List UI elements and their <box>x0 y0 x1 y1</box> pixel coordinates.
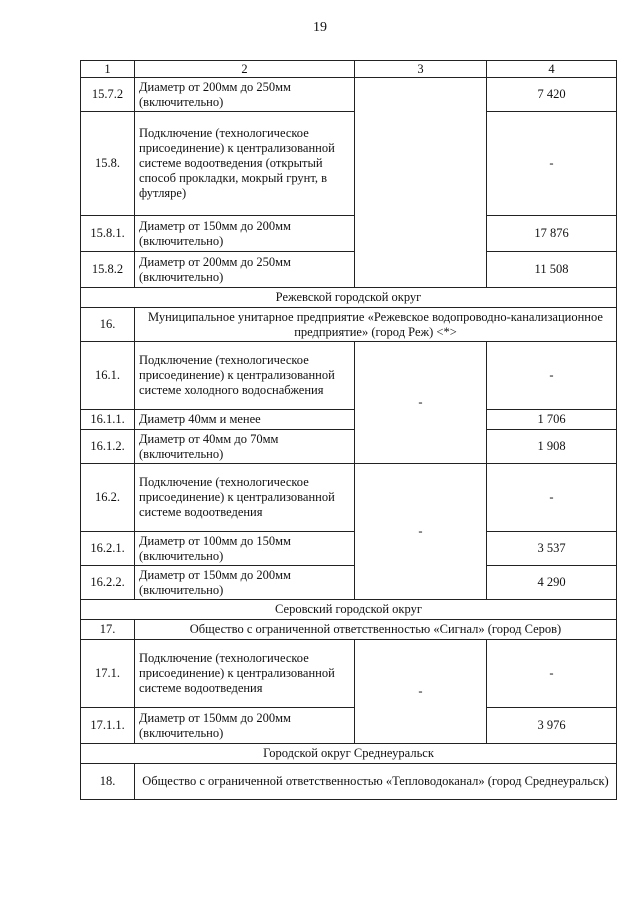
tariff-table <box>80 60 617 800</box>
table-row <box>81 640 617 708</box>
table-row <box>81 410 617 430</box>
row-number: 16.1.1. <box>81 410 135 430</box>
row-description: Диаметр от 200мм до 250мм (включительно) <box>135 78 355 112</box>
header-col-3: 3 <box>355 61 487 78</box>
region-row <box>81 600 617 620</box>
row-description: Диаметр от 200мм до 250мм (включительно) <box>135 252 355 288</box>
row-number: 15.8. <box>81 112 135 216</box>
row-col3-empty <box>355 78 487 288</box>
header-col-1: 1 <box>81 61 135 78</box>
row-description: Диаметр от 150мм до 200мм (включительно) <box>135 566 355 600</box>
row-number: 16.2. <box>81 464 135 532</box>
row-value: 11 508 <box>487 252 617 288</box>
org-name: Общество с ограниченной ответственностью «Сигнал» (город Серов) <box>135 620 617 640</box>
org-number: 16. <box>81 308 135 342</box>
row-description: Диаметр от 40мм до 70мм (включительно) <box>135 430 355 464</box>
row-description: Диаметр от 100мм до 150мм (включительно) <box>135 532 355 566</box>
row-description: Диаметр от 150мм до 200мм (включительно) <box>135 708 355 744</box>
region-row <box>81 288 617 308</box>
row-description: Подключение (технологическое присоединение) к централизованной системе водоотведения <box>135 640 355 708</box>
organization-row <box>81 620 617 640</box>
row-value: 17 876 <box>487 216 617 252</box>
row-value: - <box>487 640 617 708</box>
row-value: 1 706 <box>487 410 617 430</box>
row-col3-dash: - <box>355 640 487 744</box>
row-description: Подключение (технологическое присоединение) к централизованной системе водоотведения <box>135 464 355 532</box>
table-row <box>81 708 617 744</box>
row-value: 4 290 <box>487 566 617 600</box>
table-header-row <box>81 61 617 78</box>
table-row <box>81 112 617 216</box>
table-row <box>81 342 617 410</box>
region-title: Серовский городской округ <box>81 600 617 620</box>
row-number: 15.7.2 <box>81 78 135 112</box>
page-number: 19 <box>313 20 327 35</box>
region-row <box>81 744 617 764</box>
header-col-2: 2 <box>135 61 355 78</box>
row-number: 17.1.1. <box>81 708 135 744</box>
table-row <box>81 464 617 532</box>
row-number: 16.1.2. <box>81 430 135 464</box>
row-number: 16.2.1. <box>81 532 135 566</box>
row-value: - <box>487 342 617 410</box>
row-number: 15.8.2 <box>81 252 135 288</box>
row-number: 17.1. <box>81 640 135 708</box>
row-value: - <box>487 464 617 532</box>
row-value: 1 908 <box>487 430 617 464</box>
row-number: 15.8.1. <box>81 216 135 252</box>
table-row <box>81 566 617 600</box>
table-row <box>81 430 617 464</box>
org-number: 18. <box>81 764 135 800</box>
org-number: 17. <box>81 620 135 640</box>
table-row <box>81 252 617 288</box>
row-description: Подключение (технологическое присоединение) к централизованной системе холодного водоснабжения <box>135 342 355 410</box>
row-number: 16.2.2. <box>81 566 135 600</box>
row-col3-dash: - <box>355 342 487 464</box>
row-value: - <box>487 112 617 216</box>
region-title: Режевской городской округ <box>81 288 617 308</box>
row-description: Подключение (технологическое присоединение) к централизованной системе водоотведения (открытый способ прокладки, мокрый грунт, в футляре) <box>135 112 355 216</box>
table-row <box>81 532 617 566</box>
org-name: Общество с ограниченной ответственностью «Тепловодоканал» (город Среднеуральск) <box>135 764 617 800</box>
row-value: 3 537 <box>487 532 617 566</box>
organization-row <box>81 764 617 800</box>
row-description: Диаметр от 150мм до 200мм (включительно) <box>135 216 355 252</box>
row-value: 7 420 <box>487 78 617 112</box>
header-col-4: 4 <box>487 61 617 78</box>
row-value: 3 976 <box>487 708 617 744</box>
row-description: Диаметр 40мм и менее <box>135 410 355 430</box>
table-row <box>81 216 617 252</box>
organization-row <box>81 308 617 342</box>
region-title: Городской округ Среднеуральск <box>81 744 617 764</box>
table-row <box>81 78 617 112</box>
org-name: Муниципальное унитарное предприятие «Режевское водопроводно-канализационное предприятие» (город Реж) <*> <box>135 308 617 342</box>
row-col3-dash: - <box>355 464 487 600</box>
row-number: 16.1. <box>81 342 135 410</box>
